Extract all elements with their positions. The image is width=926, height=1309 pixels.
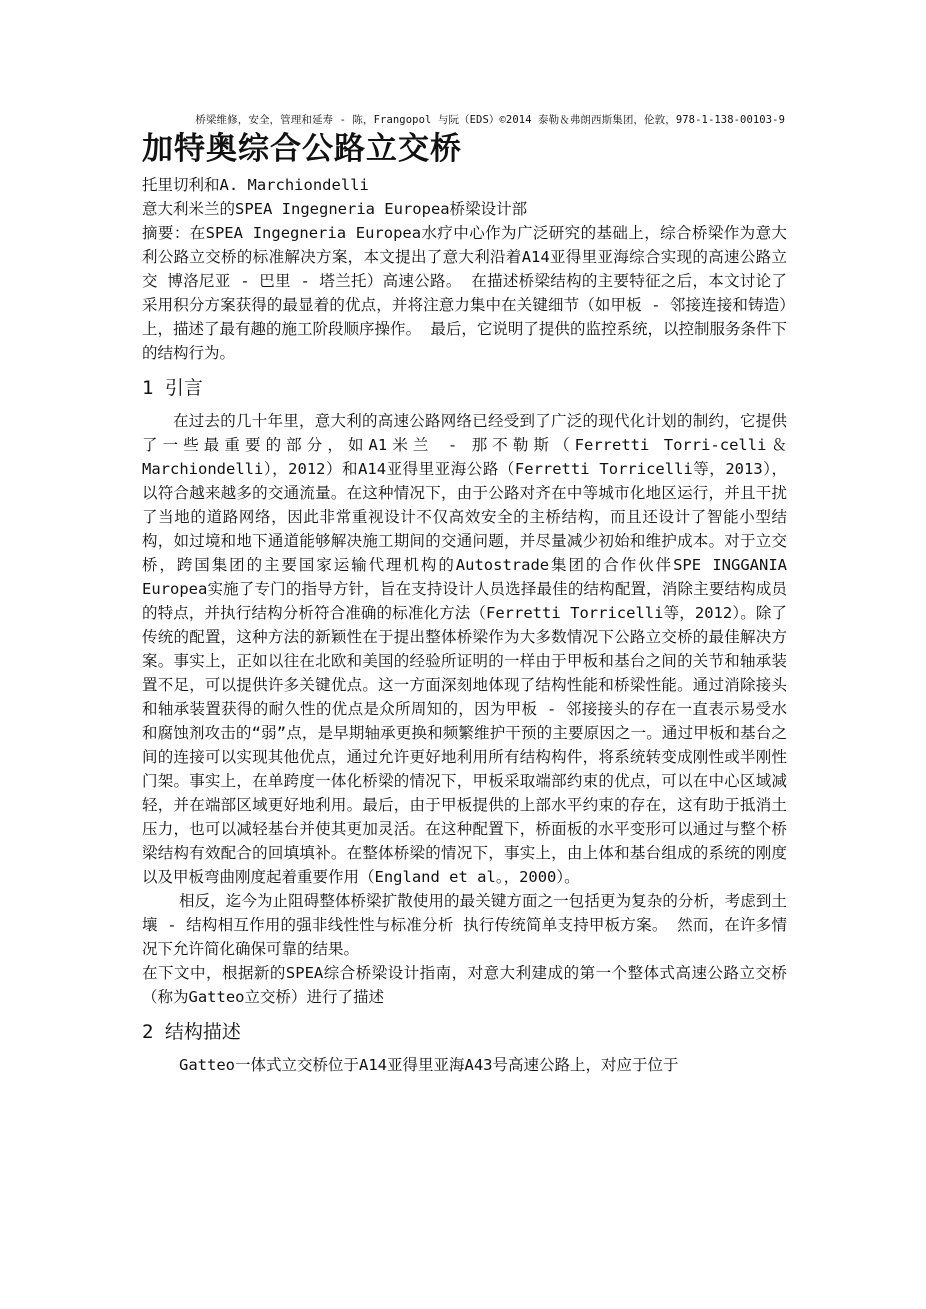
intro-paragraph-1: 在过去的几十年里，意大利的高速公路网络已经受到了广泛的现代化计划的制约，它提供了一些最重要的部分，如A1米兰 - 那不勒斯（Ferretti Torri-celli＆Marchiondelli），2012）和A14亚得里亚海公路（Ferretti Torricelli等，2013），以符合越来越多的交通流量。在这种情况下，由于公路对齐在中等城市化地区运行，并且干扰了当地的道路网络，因此非常重视设计不仅高效安全的主桥结构，而且还设计了智能小型结构，如过境和地下通道能够解决施工期间的交通问题，并尽量减少初始和维护成本。对于立交桥，跨国集团的主要国家运输代理机构的Autostrade集团的合作伙伴SPE INGGANIA Europea实施了专门的指导方针，旨在支持设计人员选择最佳的结构配置，消除主要结构成员的特点，并执行结构分析符合准确的标准化方法（Ferretti Torricelli等，2012）。除了传统的配置，这种方法的新颖性在于提出整体桥梁作为大多数情况下公路立交桥的最佳解决方案。事实上，正如以往在北欧和美国的经验所证明的一样由于甲板和基台之间的关节和轴承装置不足，可以提供许多关键优点。这一方面深刻地体现了结构性能和桥梁性能。通过消除接头和轴承装置获得的耐久性的优点是众所周知的，因为甲板 - 邻接接头的存在一直表示易受水和腐蚀剂攻击的“弱”点，是早期轴承更换和频繁维护干预的主要原因之一。通过甲板和基台之间的连接可以实现其他优点，通过允许更好地利用所有结构构件，将系统转变成刚性或半刚性门架。事实上，在单跨度一体化桥梁的情况下，甲板采取端部约束的优点，可以在中心区域减轻，并在端部区域更好地利用。最后，由于甲板提供的上部水平约束的存在，这有助于抵消土压力，也可以减轻基台并使其更加灵活。在这种配置下，桥面板的水平变形可以通过与整个桥梁结构有效配合的回填填补。在整体桥梁的情况下，事实上，由上体和基台组成的系统的刚度以及甲板弯曲刚度起着重要作用（England et al。，2000）。 xyxy=(142,412,787,886)
paper-page xyxy=(142,112,787,1077)
running-head: 桥梁维修，安全，管理和延寿 - 陈，Frangopol 与阮（EDS）©2014 泰勒＆弗朗西斯集团，伦敦，978-1-138-00103-9 xyxy=(195,114,785,126)
intro-paragraph-2: 相反，迄今为止阻碍整体桥梁扩散使用的最关键方面之一包括更为复杂的分析，考虑到土壤 - 结构相互作用的强非线性性与标准分析 执行传统简单支持甲板方案。 然而，在许多情况下允许简化确保可靠的结果。 xyxy=(142,892,787,958)
affiliation: 意大利米兰的SPEA Ingegneria Europea桥梁设计部 xyxy=(142,200,528,218)
structure-paragraph-1: Gatteo一体式立交桥位于A14亚得里亚海A43号高速公路上，对应于位于 xyxy=(179,1056,679,1074)
abstract: 摘要：在SPEA Ingegneria Europea水疗中心作为广泛研究的基础上，综合桥梁作为意大利公路立交桥的标准解决方案，本文提出了意大利沿着A14亚得里亚海综合实现的高速公路立交 博洛尼亚 - 巴里 - 塔兰托）高速公路。 在描述桥梁结构的主要特征之后，本文讨论了采用积分方案获得的最显着的优点，并将注意力集中在关键细节（如甲板 - 邻接连接和铸造）上，描述了最有趣的施工阶段顺序操作。 最后，它说明了提供的监控系统，以控制服务条件下的结构行为。 xyxy=(142,224,787,362)
section-heading-introduction: 1 引言 xyxy=(142,377,203,399)
paper-title: 加特奥综合公路立交桥 xyxy=(142,131,462,167)
section-heading-structure: 2 结构描述 xyxy=(142,1021,241,1043)
authors: 托里切利和A. Marchiondelli xyxy=(142,176,369,194)
intro-paragraph-3: 在下文中，根据新的SPEA综合桥梁设计指南，对意大利建成的第一个整体式高速公路立交桥（称为Gatteo立交桥）进行了描述 xyxy=(142,964,787,1006)
